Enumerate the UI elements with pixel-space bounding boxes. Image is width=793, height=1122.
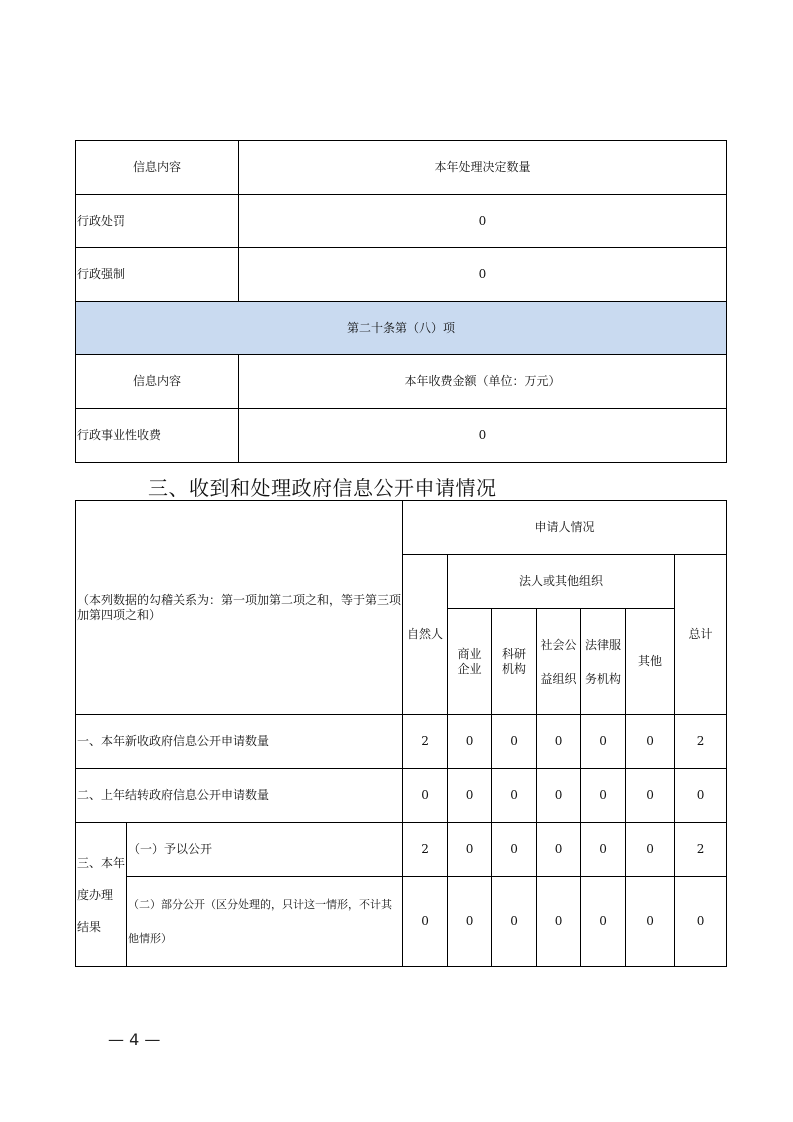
cell: 2	[675, 823, 727, 877]
cell: 0	[537, 769, 581, 823]
col-total: 总计	[675, 555, 727, 715]
cell: 2	[403, 823, 448, 877]
cell: 0	[448, 769, 492, 823]
header-cell: 信息内容	[76, 355, 239, 409]
header-cell: 本年处理决定数量	[239, 141, 727, 195]
cell: 2	[675, 715, 727, 769]
table-row	[76, 769, 727, 823]
table-row	[76, 877, 727, 967]
cell: 0	[581, 715, 626, 769]
row-value: 0	[239, 194, 727, 248]
note-cell: （本列数据的勾稽关系为：第一项加第二项之和，等于第三项加第四项之和）	[76, 501, 403, 715]
table-row	[76, 715, 727, 769]
disclosure-table-top	[75, 140, 727, 463]
cell: 0	[581, 769, 626, 823]
page-number: — 4 —	[108, 1030, 161, 1049]
cell: 2	[403, 715, 448, 769]
col-other: 其他	[626, 609, 675, 715]
cell: 0	[492, 715, 537, 769]
row-label: 行政事业性收费	[76, 408, 239, 462]
cell: 0	[492, 877, 537, 967]
cell: 0	[492, 823, 537, 877]
cell: 0	[581, 877, 626, 967]
row-label: （二）部分公开（区分处理的，只计这一情形，不计其他情形）	[127, 877, 403, 967]
table-row	[76, 141, 727, 195]
col-research: 科研 机构	[492, 609, 537, 715]
col-natural: 自然人	[403, 555, 448, 715]
row-label: 二、上年结转政府信息公开申请数量	[76, 769, 403, 823]
cell: 0	[448, 715, 492, 769]
table-row	[76, 248, 727, 302]
cell: 0	[448, 823, 492, 877]
row-label: （一）予以公开	[127, 823, 403, 877]
table-row	[76, 194, 727, 248]
row-label: 行政强制	[76, 248, 239, 302]
row-label: 行政处罚	[76, 194, 239, 248]
cell: 0	[537, 715, 581, 769]
cell: 0	[537, 877, 581, 967]
cell: 0	[403, 769, 448, 823]
section-band: 第二十条第（八）项	[76, 301, 727, 355]
section-band-row	[76, 301, 727, 355]
row-label: 一、本年新收政府信息公开申请数量	[76, 715, 403, 769]
applicant-header: 申请人情况	[403, 501, 727, 555]
table-row	[76, 355, 727, 409]
cell: 0	[626, 769, 675, 823]
row-value: 0	[239, 248, 727, 302]
cell: 0	[675, 877, 727, 967]
section-heading: 三、收到和处理政府信息公开申请情况	[148, 476, 497, 500]
table-row	[76, 408, 727, 462]
cell: 0	[492, 769, 537, 823]
header-cell: 本年收费金额（单位：万元）	[239, 355, 727, 409]
cell: 0	[675, 769, 727, 823]
legal-header: 法人或其他组织	[448, 555, 675, 609]
cell: 0	[537, 823, 581, 877]
table-row	[76, 501, 727, 555]
group-label: 三、本年 度办理 结果	[76, 823, 127, 967]
application-table	[75, 500, 727, 967]
row-value: 0	[239, 408, 727, 462]
cell: 0	[448, 877, 492, 967]
col-legal: 法律服 务机构	[581, 609, 626, 715]
cell: 0	[626, 877, 675, 967]
cell: 0	[581, 823, 626, 877]
cell: 0	[626, 715, 675, 769]
table-row	[76, 823, 727, 877]
cell: 0	[626, 823, 675, 877]
header-cell: 信息内容	[76, 141, 239, 195]
col-business: 商业 企业	[448, 609, 492, 715]
col-social: 社会公 益组织	[537, 609, 581, 715]
cell: 0	[403, 877, 448, 967]
